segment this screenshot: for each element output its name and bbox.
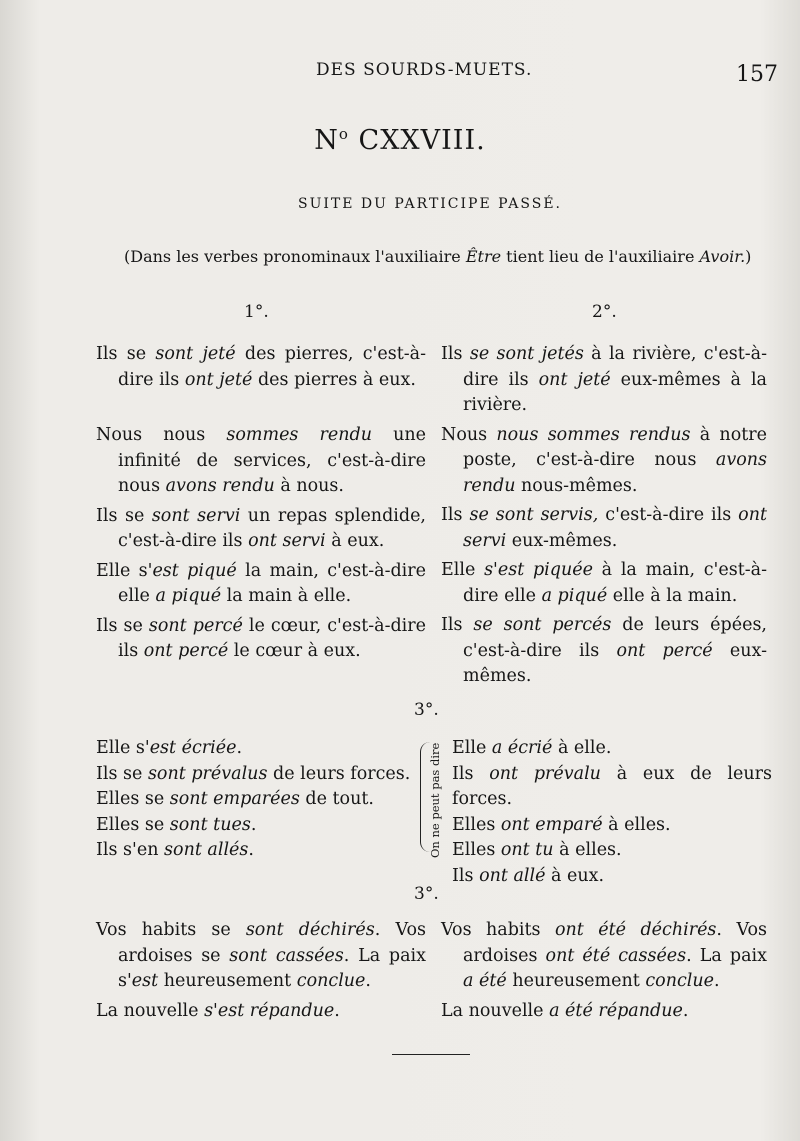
section3-right: [441, 918, 767, 1028]
example-line: Nous nous sommes rendus à notre poste, c'est-à-dire nous avons rendu nous-mêmes.: [441, 424, 767, 496]
end-rule: [392, 1054, 470, 1055]
section3-left: [96, 918, 426, 1028]
section2-left: [96, 736, 426, 864]
example-line: Elle s'est piquée à la main, c'est-à-dire elle a piqué elle à la main.: [441, 560, 767, 606]
intro-note: [124, 247, 751, 266]
example-line: Ils se sont percés de leurs épées, c'est-à-dire ils ont percé eux-mêmes.: [441, 615, 768, 686]
example-line: Elles se sont emparées de tout.: [96, 789, 374, 809]
lesson-numeral: CXXVIII.: [358, 125, 486, 156]
example-line: Elles ont tu à elles.: [452, 840, 622, 860]
example-line: Ils se sont jetés à la rivière, c'est-à-dire ils ont jeté eux-mêmes à la rivière.: [441, 344, 768, 415]
lesson-prefix-sup: o: [338, 125, 349, 143]
note-part: ): [745, 247, 752, 266]
section1-right: [441, 342, 767, 694]
page-number: 157: [736, 62, 778, 87]
example-line: Elle s'est piqué la main, c'est-à-dire elle a piqué la main à elle.: [96, 560, 426, 606]
example-line: Vos habits se sont déchirés. Vos ardoises se sont cassées. La paix s'est heureusement conclue.: [96, 920, 426, 991]
vertical-note: On ne peut pas dire: [428, 742, 442, 858]
example-line: Ils s'en sont allés.: [96, 840, 254, 860]
note-part: tient lieu de l'auxiliaire: [501, 247, 700, 266]
example-line: Ils ont allé à eux.: [452, 865, 605, 886]
note-part: Être: [465, 247, 502, 266]
note-part: Avoir.: [699, 247, 746, 266]
subtitle: SUITE DU PARTICIPE PASSÉ.: [298, 196, 562, 212]
running-title: DES SOURDS-MUETS.: [316, 60, 533, 80]
example-line: Ils ont prévalu à eux de leurs forces.: [452, 763, 773, 809]
lesson-prefix: N: [314, 125, 339, 156]
example-line: Ils se sont jeté des pierres, c'est-à-dire ils ont jeté des pierres à eux.: [96, 344, 426, 390]
section2-right: [452, 736, 772, 889]
section1-left: [96, 342, 426, 669]
example-line: Elle s'est écriée.: [96, 738, 243, 758]
example-line: Ils se sont percé le cœur, c'est-à-dire ils ont percé le cœur à eux.: [96, 615, 427, 661]
section-label-3a: 3°.: [414, 700, 439, 720]
example-line: Ils se sont servi un repas splendide, c'est-à-dire ils ont servi à eux.: [96, 505, 426, 551]
lesson-number: [0, 125, 800, 156]
example-line: Elles ont emparé à elles.: [452, 814, 671, 835]
example-line: La nouvelle s'est répandue.: [96, 1000, 340, 1021]
section-label-2: 2°.: [592, 302, 617, 322]
example-line: Nous nous sommes rendu une infinité de services, c'est-à-dire nous avons rendu à nous.: [96, 425, 426, 496]
note-part: (Dans les verbes pronominaux l'auxiliaire: [124, 247, 466, 266]
example-line: Elles se sont tues.: [96, 814, 257, 835]
example-line: Vos habits ont été déchirés. Vos ardoises ont été cassées. La paix a été heureusement conclue.: [441, 920, 767, 991]
example-line: Elle a écrié à elle.: [452, 738, 612, 758]
example-line: Ils se sont servis, c'est-à-dire ils ont servi eux-mêmes.: [441, 505, 768, 551]
section-label-3b: 3°.: [414, 884, 439, 904]
example-line: La nouvelle a été répandue.: [441, 1000, 689, 1021]
example-line: Ils se sont prévalus de leurs forces.: [96, 763, 411, 784]
section-label-1: 1°.: [244, 302, 269, 322]
